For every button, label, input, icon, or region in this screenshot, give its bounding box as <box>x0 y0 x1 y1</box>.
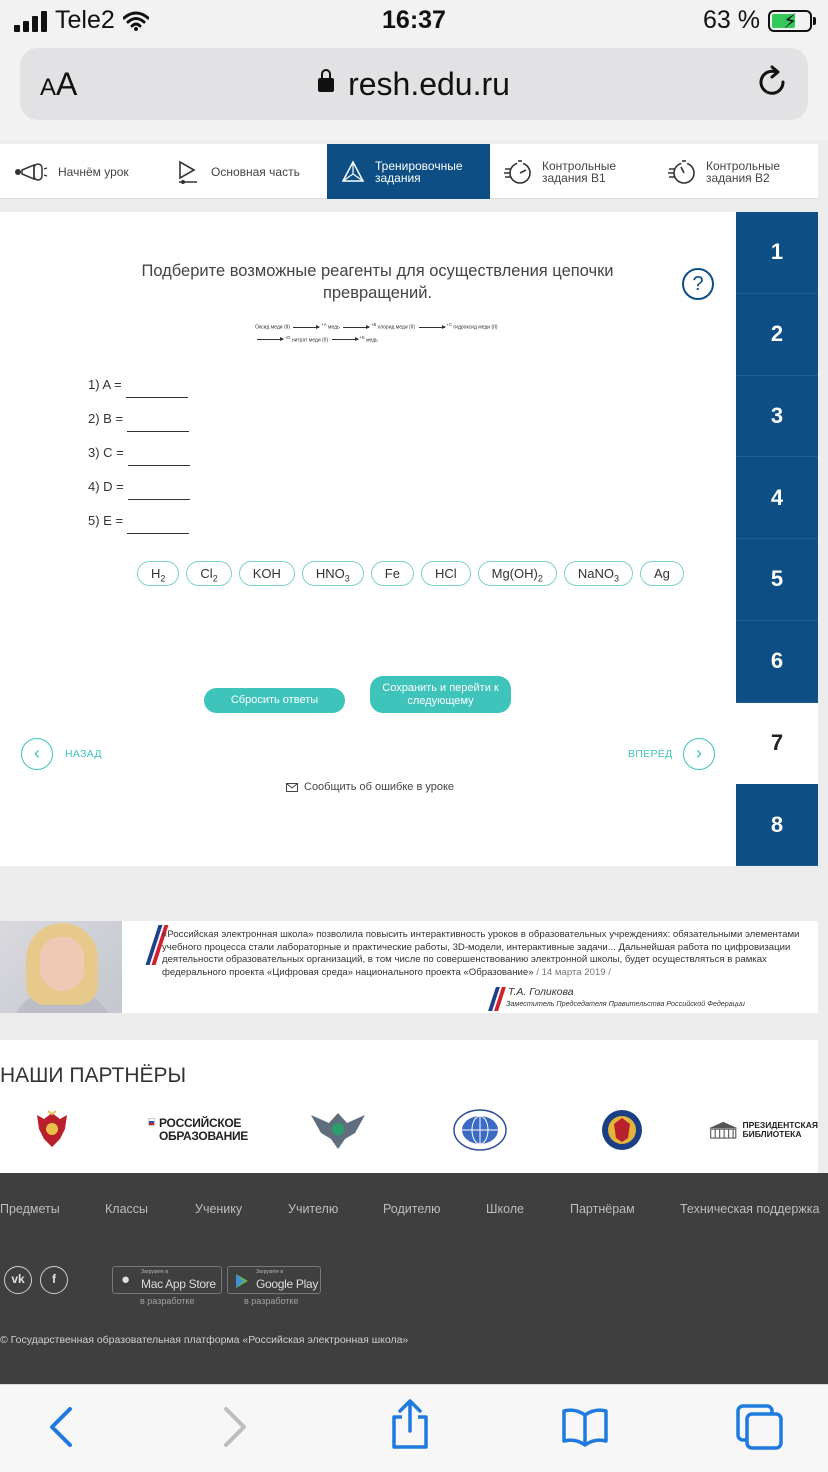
portrait-photo <box>0 921 122 1013</box>
share-icon[interactable] <box>388 1399 432 1451</box>
report-error-text: Сообщить об ошибке в уроке <box>304 781 455 793</box>
task-number-5[interactable]: 5 <box>736 539 818 621</box>
answer-label: 1) A = <box>88 377 122 392</box>
flag-icon <box>148 1118 155 1126</box>
site-footer <box>0 1173 828 1384</box>
chip-formula: HNO <box>315 566 345 581</box>
task-number-7[interactable]: 7 <box>736 703 818 785</box>
chain-arrow <box>257 339 283 340</box>
report-error-link[interactable] <box>286 781 454 793</box>
tab-main-part[interactable] <box>163 144 327 199</box>
chip-subscript: 2 <box>212 573 218 584</box>
url-field[interactable] <box>20 66 808 103</box>
back-button[interactable] <box>21 738 53 770</box>
back-label[interactable]: НАЗАД <box>65 748 102 760</box>
answer-label: 2) B = <box>88 411 124 426</box>
chip-formula: Cl <box>200 566 213 581</box>
url-text: resh.edu.ru <box>348 66 510 102</box>
tab-training-tasks[interactable] <box>327 144 490 199</box>
reagent-chip[interactable] <box>239 561 295 586</box>
footer-link-support[interactable]: Техническая поддержка <box>680 1202 820 1216</box>
pb-line: БИБЛИОТЕКА <box>742 1129 802 1139</box>
reagent-chip[interactable] <box>478 561 557 586</box>
answer-drop-slot[interactable] <box>126 380 188 398</box>
chip-subscript: 2 <box>160 573 166 584</box>
envelope-icon <box>286 783 298 792</box>
ro-logo-text <box>159 1117 248 1143</box>
eagle-emblem-icon <box>33 1109 71 1151</box>
text-size-button[interactable]: AA <box>40 66 78 102</box>
stopwatch-icon <box>668 158 696 186</box>
task-card <box>0 212 818 866</box>
partner-ministry-logo[interactable] <box>308 1108 368 1152</box>
reagent-chip[interactable] <box>564 561 633 586</box>
chain-reagent-label: +D <box>285 334 291 340</box>
bookmarks-icon[interactable] <box>561 1407 609 1447</box>
tabs-icon[interactable] <box>735 1403 785 1451</box>
chain-arrow <box>343 327 369 328</box>
chain-reagent-label: +B <box>371 322 377 327</box>
reset-answers-button[interactable]: Сбросить ответы <box>204 688 345 713</box>
chain-substance: Оксид меди (II) <box>255 324 291 331</box>
web-page <box>0 140 828 1384</box>
task-number-3[interactable]: 3 <box>736 376 818 458</box>
reagent-chip[interactable] <box>302 561 364 586</box>
store-name: Google Play <box>256 1277 319 1291</box>
answer-drop-slot[interactable] <box>127 516 189 534</box>
chip-subscript: 2 <box>537 573 543 584</box>
task-number-2[interactable]: 2 <box>736 294 818 376</box>
pb-logo-text <box>742 1121 818 1139</box>
play-store-icon <box>234 1273 250 1289</box>
play-icon <box>177 159 201 185</box>
answer-label: 3) C = <box>88 445 124 460</box>
store-caption: Загрузите в <box>256 1269 283 1275</box>
chip-formula: HCl <box>434 566 457 581</box>
browser-toolbar <box>0 44 828 140</box>
lock-icon <box>318 78 334 92</box>
address-bar[interactable] <box>20 48 808 120</box>
chain-reagent-label: +C <box>446 322 452 327</box>
quote-date: / 14 марта 2019 / <box>536 966 611 978</box>
chip-formula: Ag <box>654 566 670 581</box>
copyright: © Государственная образовательная платформа «Российская электронная школа» <box>0 1334 409 1346</box>
chain-line-1 <box>255 320 498 333</box>
reagent-chips <box>137 561 684 586</box>
store-caption: Загрузите в <box>141 1269 168 1275</box>
tab-control-b2[interactable] <box>654 144 818 199</box>
chain-reagent-label: +E <box>359 334 365 340</box>
app-store-badge[interactable] <box>112 1266 222 1294</box>
answer-row <box>88 510 189 528</box>
quote-banner <box>0 921 818 1013</box>
tab-label: Тренировочные задания <box>375 158 463 185</box>
pyramid-icon <box>341 160 365 184</box>
task-number-nav <box>736 212 818 866</box>
in-development-label: в разработке <box>244 1296 299 1306</box>
globe-icon <box>453 1109 507 1151</box>
task-number-8[interactable]: 8 <box>736 784 818 866</box>
chain-arrow <box>419 327 445 328</box>
chain-substance: гидроксид меди (II) <box>453 324 498 331</box>
browser-bottom-toolbar <box>0 1384 828 1472</box>
forward-label[interactable]: ВПЕРЁД <box>628 748 673 760</box>
chevron-left-icon: ‹ <box>34 743 40 763</box>
stopwatch-icon <box>504 158 532 186</box>
help-button[interactable]: ? <box>682 268 714 300</box>
battery-percent: 63 % <box>703 6 760 34</box>
reload-icon[interactable] <box>754 64 790 100</box>
reagent-chip[interactable] <box>371 561 414 586</box>
tab-control-b1[interactable] <box>490 144 654 199</box>
partner-presidential-library-logo[interactable] <box>708 1108 818 1152</box>
reagent-chip[interactable] <box>421 561 471 586</box>
battery-status <box>703 6 812 35</box>
task-title: Подберите возможные реагенты для осуществления цепочки превращений. <box>141 262 614 302</box>
task-number-1[interactable]: 1 <box>736 212 818 294</box>
building-icon <box>708 1120 738 1140</box>
answer-row <box>88 408 189 426</box>
chain-substance: медь <box>328 324 340 331</box>
facebook-icon[interactable]: f <box>40 1266 68 1294</box>
chip-formula: H <box>151 566 161 581</box>
chip-formula: KOH <box>252 566 281 581</box>
save-next-button[interactable]: Сохранить и перейти к следующему <box>370 676 511 713</box>
chain-line-2 <box>255 333 498 346</box>
answer-drop-slot[interactable] <box>128 448 190 466</box>
google-play-badge[interactable] <box>227 1266 321 1294</box>
partners-heading: НАШИ ПАРТНЁРЫ <box>0 1064 187 1087</box>
pb-line: ПРЕЗИДЕНТСКАЯ <box>742 1120 818 1130</box>
footer-link-parent[interactable]: Родителю <box>383 1202 441 1216</box>
partner-russian-education-logo[interactable] <box>148 1108 248 1152</box>
chevron-right-icon: › <box>696 743 702 763</box>
footer-link-classes[interactable]: Классы <box>105 1202 149 1216</box>
status-bar <box>0 0 828 44</box>
answer-row <box>88 374 188 392</box>
chain-substance: хлорид меди (II) <box>377 324 416 331</box>
reaction-chain <box>255 320 498 345</box>
eagle-emblem-icon <box>309 1109 367 1151</box>
answer-drop-slot[interactable] <box>128 482 190 500</box>
chain-arrow <box>293 327 319 328</box>
reagent-chip[interactable] <box>137 561 179 586</box>
megaphone-icon <box>14 161 48 183</box>
reagent-chip[interactable] <box>186 561 231 586</box>
tab-label: Контрольные задания В2 <box>706 158 781 185</box>
task-number-4[interactable]: 4 <box>736 457 818 539</box>
footer-link-school[interactable]: Школе <box>486 1202 524 1216</box>
chain-substance: нитрат меди (II) <box>291 337 329 344</box>
carrier-name: Tele2 <box>55 6 115 34</box>
battery-icon: ⚡ <box>768 10 812 32</box>
back-icon[interactable] <box>46 1405 76 1449</box>
reagent-chip[interactable] <box>640 561 684 586</box>
chip-subscript: 3 <box>344 573 350 584</box>
store-name: Mac App Store <box>141 1277 216 1291</box>
partner-emergency-logo[interactable] <box>598 1108 646 1152</box>
footer-link-student[interactable]: Ученику <box>195 1202 243 1216</box>
task-number-6[interactable]: 6 <box>736 621 818 703</box>
forward-button[interactable] <box>683 738 715 770</box>
footer-link-teacher[interactable]: Учителю <box>288 1202 339 1216</box>
quote-text <box>162 929 802 979</box>
in-development-label: в разработке <box>140 1296 195 1306</box>
footer-link-partners[interactable]: Партнёрам <box>570 1202 635 1216</box>
chain-reagent-label: +A <box>321 322 327 327</box>
clock: 16:37 <box>382 6 446 34</box>
emblem-icon <box>599 1109 645 1151</box>
tab-start-lesson[interactable] <box>0 144 163 199</box>
forward-icon <box>220 1405 250 1449</box>
quote-author-title: Заместитель Председателя Правительства Российской Федерации <box>506 999 745 1008</box>
quote-author: Т.А. Голикова <box>508 986 574 998</box>
partner-globe-logo[interactable] <box>452 1108 508 1152</box>
chain-substance: медь <box>366 337 378 344</box>
chain-arrow <box>332 339 358 340</box>
chip-formula: NaNO <box>577 566 614 581</box>
partners-section <box>0 1040 818 1173</box>
answer-row <box>88 476 190 494</box>
answer-label: 4) D = <box>88 479 124 494</box>
chip-formula: Mg(OH) <box>491 566 538 581</box>
apple-icon: ● <box>121 1271 131 1288</box>
chip-subscript: 3 <box>613 573 619 584</box>
answer-drop-slot[interactable] <box>127 414 189 432</box>
tab-label: Основная часть <box>211 164 300 179</box>
tab-label: Контрольные задания В1 <box>542 158 617 185</box>
chip-formula: Fe <box>384 566 400 581</box>
vk-icon[interactable]: vk <box>4 1266 32 1294</box>
ro-line: ОБРАЗОВАНИЕ <box>159 1129 248 1143</box>
answer-label: 5) E = <box>88 513 124 528</box>
footer-link-subjects[interactable]: Предметы <box>0 1202 60 1216</box>
tab-label: Начнём урок <box>58 164 129 179</box>
partner-coat-of-arms-logo[interactable] <box>32 1108 72 1152</box>
answer-row <box>88 442 190 460</box>
lesson-tabs <box>0 144 818 199</box>
ro-line: РОССИЙСКОЕ <box>159 1116 242 1130</box>
quote-body: «Российская электронная школа» позволила повысить интерактивность уроков в образовательных учреждениях: обязательными элементами учебного процесса стали лабораторные и практические работы, 3D-модели, интерактивные задачи... Дальнейшая работа по цифровизации деятельности образовательных организаций, в том числе по совершенствованию электронной школы, будет осуществляться в рамках федерального проекта «Цифровая среда» национального проекта «Образование» <box>162 929 800 978</box>
